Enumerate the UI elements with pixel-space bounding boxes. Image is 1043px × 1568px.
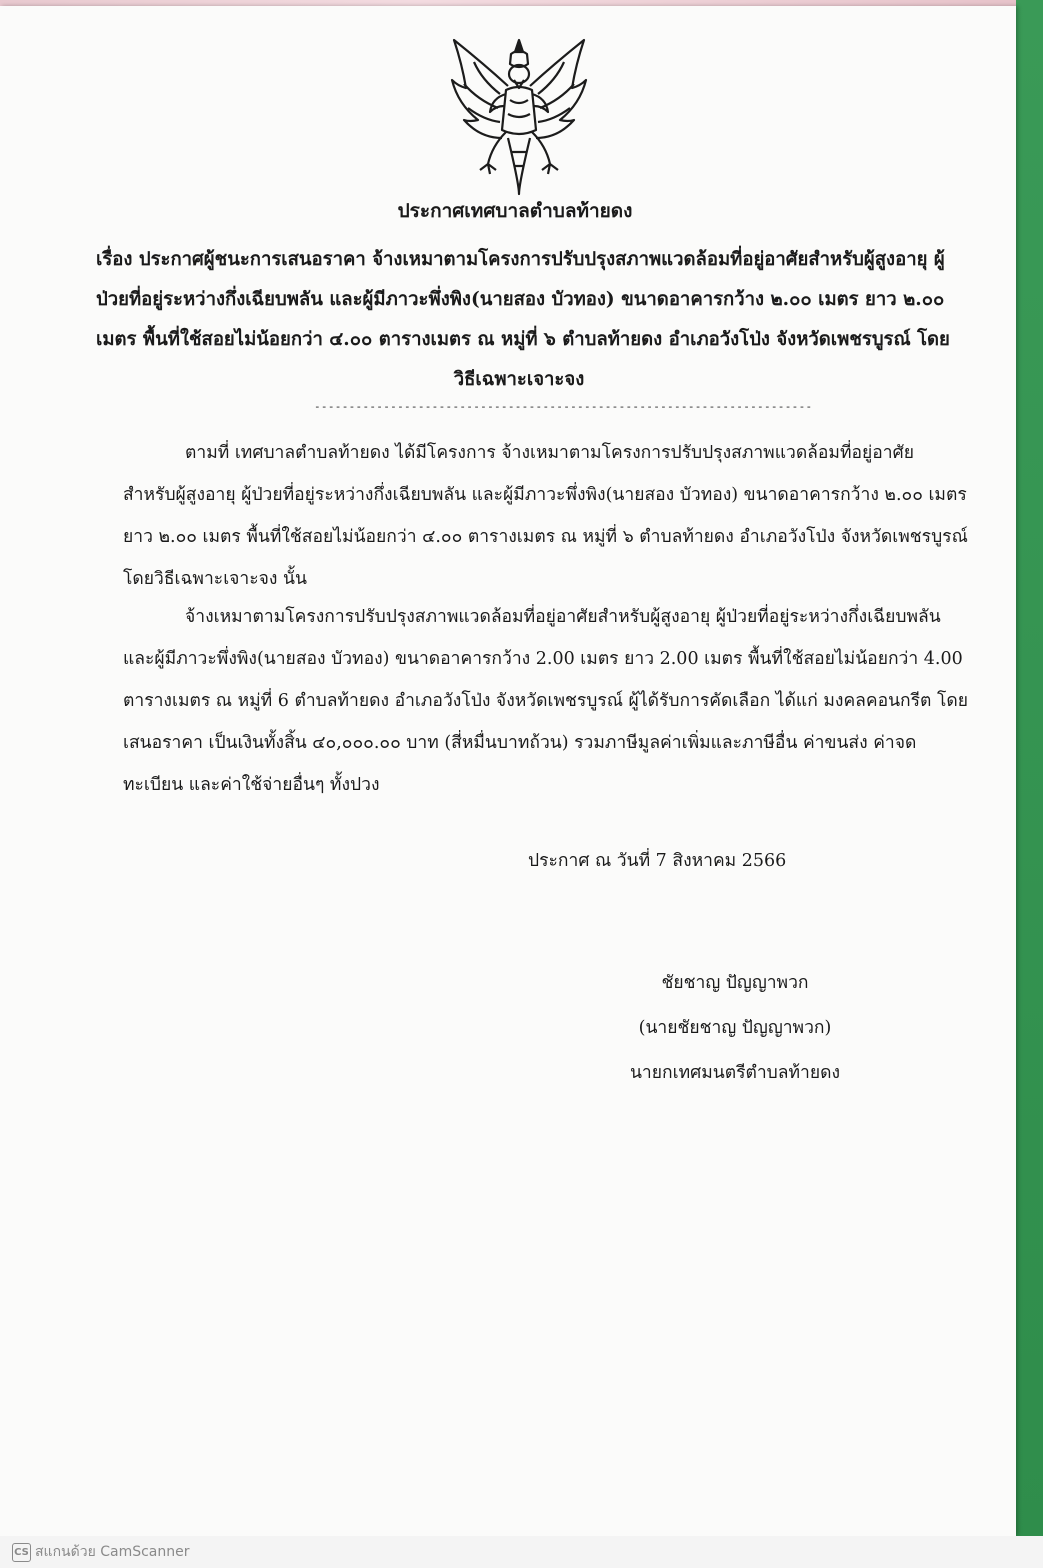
document-title: ประกาศเทศบาลตำบลท้ายดง bbox=[397, 200, 633, 222]
subject-line: เมตร พื้นที่ใช้สอยไม่น้อยกว่า ๔.๐๐ ตารางเมตร ณ หมู่ที่ ๖ ตำบลท้ายดง อำเภอวังโป่ง จังหวัดเพชรบูรณ์ โดย bbox=[96, 329, 950, 350]
paragraph-line: โดยวิธีเฉพาะเจาะจง นั้น bbox=[123, 569, 307, 589]
paragraph-line: ทะเบียน และค่าใช้จ่ายอื่นๆ ทั้งปวง bbox=[123, 775, 380, 795]
subject-block bbox=[96, 240, 950, 400]
camscanner-watermark bbox=[12, 1541, 190, 1563]
section-divider: ------------------------------------------------------------------------ bbox=[314, 400, 813, 413]
signature-name: ชัยชาญ ปัญญาพวก bbox=[661, 973, 809, 993]
subject-line: วิธีเฉพาะเจาะจง bbox=[453, 369, 585, 390]
signatory-position: นายกเทศมนตรีตำบลท้ายดง bbox=[629, 1063, 841, 1083]
watermark-text: สแกนด้วย CamScanner bbox=[35, 1544, 190, 1560]
subject-line: ป่วยที่อยู่ระหว่างกึ่งเฉียบพลัน และผู้มีภาวะพึ่งพิง(นายสอง บัวทอง) ขนาดอาคารกว้าง ๒.๐๐ เมตร ยาว ๒.๐๐ bbox=[96, 289, 945, 310]
signatory-printed-name: (นายชัยชาญ ปัญญาพวก) bbox=[638, 1018, 832, 1038]
paragraph-1 bbox=[123, 432, 968, 600]
paragraph-line: และผู้มีภาวะพึ่งพิง(นายสอง บัวทอง) ขนาดอาคารกว้าง 2.00 เมตร ยาว 2.00 เมตร พื้นที่ใช้สอยไม่น้อยกว่า 4.00 bbox=[123, 649, 963, 669]
camscanner-logo-icon: CS bbox=[12, 1543, 31, 1562]
background-surface bbox=[1016, 0, 1043, 1536]
paragraph-line: ยาว ๒.๐๐ เมตร พื้นที่ใช้สอยไม่น้อยกว่า ๔.๐๐ ตารางเมตร ณ หมู่ที่ ๖ ตำบลท้ายดง อำเภอวังโป่ง จังหวัดเพชรบูรณ์ bbox=[123, 527, 968, 547]
paragraph-line: เสนอราคา เป็นเงินทั้งสิ้น ๔๐,๐๐๐.๐๐ บาท (สี่หมื่นบาทถ้วน) รวมภาษีมูลค่าเพิ่มและภาษีอื่น ค่าขนส่ง ค่าจด bbox=[123, 733, 917, 753]
paragraph-line: จ้างเหมาตามโครงการปรับปรุงสภาพแวดล้อมที่อยู่อาศัยสำหรับผู้สูงอายุ ผู้ป่วยที่อยู่ระหว่างกึ่งเฉียบพลัน bbox=[185, 607, 941, 627]
announcement-date: ประกาศ ณ วันที่ 7 สิงหาคม 2566 bbox=[528, 851, 787, 871]
paragraph-line: ตามที่ เทศบาลตำบลท้ายดง ได้มีโครงการ จ้างเหมาตามโครงการปรับปรุงสภาพแวดล้อมที่อยู่อาศัย bbox=[185, 443, 914, 463]
paragraph-line: ตารางเมตร ณ หมู่ที่ 6 ตำบลท้ายดง อำเภอวังโป่ง จังหวัดเพชรบูรณ์ ผู้ได้รับการคัดเลือก ได้แก่ มงคลคอนกรีต โดย bbox=[123, 691, 968, 711]
paragraph-line: สำหรับผู้สูงอายุ ผู้ป่วยที่อยู่ระหว่างกึ่งเฉียบพลัน และผู้มีภาวะพึ่งพิง(นายสอง บัวทอง) ขนาดอาคารกว้าง ๒.๐๐ เมตร bbox=[123, 485, 967, 505]
paragraph-2 bbox=[123, 596, 968, 806]
garuda-emblem-icon bbox=[444, 34, 594, 199]
subject-line: เรื่อง ประกาศผู้ชนะการเสนอราคา จ้างเหมาตามโครงการปรับปรุงสภาพแวดล้อมที่อยู่อาศัยสำหรับผู้สูงอายุ ผู้ bbox=[96, 249, 945, 270]
